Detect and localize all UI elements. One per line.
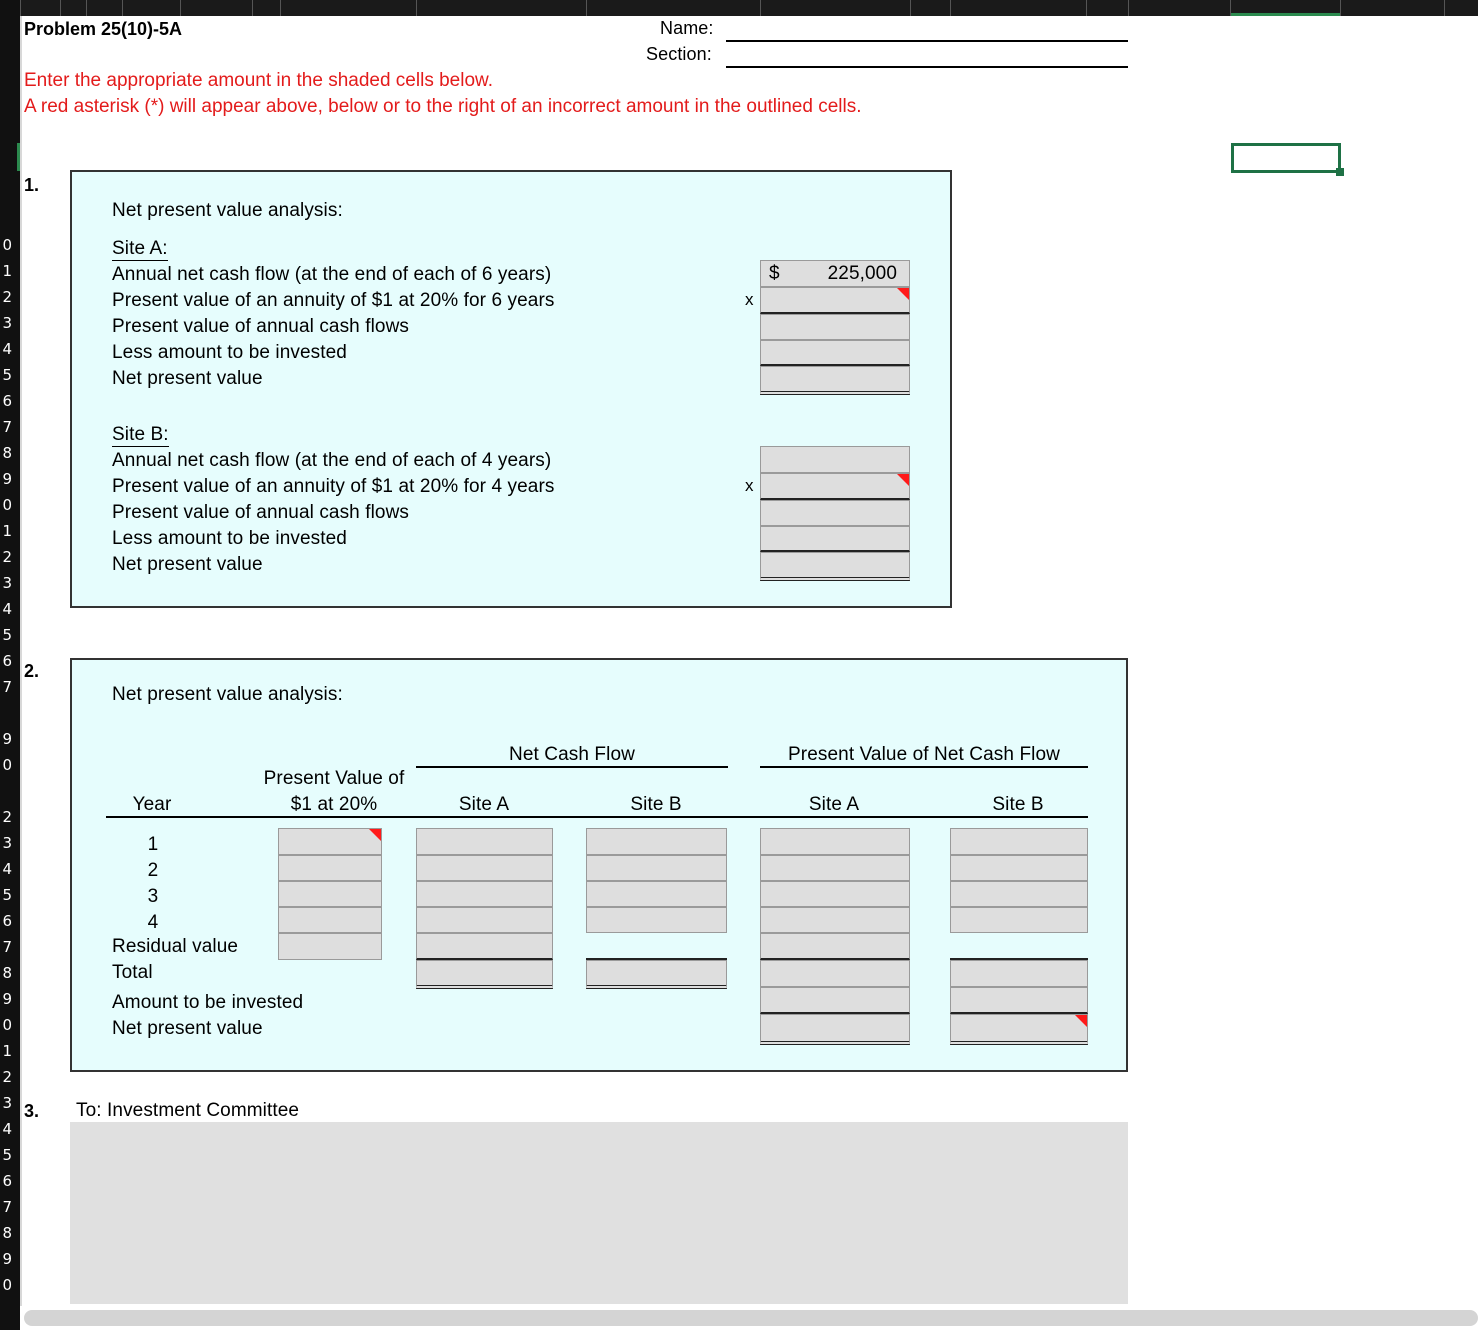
pv-site-a-year-1-cell[interactable] [760, 828, 910, 855]
pv-site-b-year-2-cell[interactable] [950, 855, 1088, 881]
pv-factor-residual-cell[interactable] [278, 933, 382, 960]
row-number[interactable]: 6 [2, 652, 12, 670]
row-number[interactable]: 4 [2, 1120, 12, 1138]
row-number[interactable]: 9 [2, 1250, 12, 1268]
year-4: 4 [147, 912, 159, 933]
pv-site-a-npv-cell[interactable] [760, 1014, 910, 1045]
row-number[interactable]: 0 [2, 1276, 12, 1294]
pv-site-b-total-cell[interactable] [950, 960, 1088, 987]
year-1: 1 [147, 834, 159, 855]
site-a-pv-cash-flows-cell[interactable] [760, 314, 910, 340]
row-number[interactable]: 5 [2, 626, 12, 644]
npv-label: Net present value [112, 1018, 263, 1039]
site-b-row-1: Annual net cash flow (at the end of each of 4 years) [112, 450, 552, 471]
row-number[interactable]: 5 [2, 366, 12, 384]
year-2: 2 [147, 860, 159, 881]
site-b-column-header: Site B [630, 794, 682, 815]
pv-site-b-npv-cell[interactable] [950, 1014, 1088, 1045]
ncf-site-b-year-2-cell[interactable] [586, 855, 727, 881]
site-a-row-4: Less amount to be invested [112, 342, 347, 363]
site-b-row-4: Less amount to be invested [112, 528, 347, 549]
site-b-npv-cell[interactable] [760, 552, 910, 581]
year-3: 3 [147, 886, 159, 907]
site-a-annuity-factor-cell[interactable] [760, 287, 910, 314]
ncf-site-b-total-cell[interactable] [586, 960, 727, 989]
ncf-site-b-year-1-cell[interactable] [586, 828, 727, 855]
site-b-row-3: Present value of annual cash flows [112, 502, 410, 523]
instruction-line-2: A red asterisk (*) will appear above, below or to the right of an incorrect amount in the outlined cells. [24, 96, 862, 117]
currency-symbol: $ [769, 263, 780, 284]
site-b-pv-cash-flows-cell[interactable] [760, 500, 910, 526]
row-number[interactable]: 9 [2, 470, 12, 488]
site-a-row-2: Present value of an annuity of $1 at 20% for 6 years [112, 290, 555, 311]
row-number[interactable]: 3 [2, 574, 12, 592]
row-number[interactable]: 8 [2, 444, 12, 462]
error-flag-icon [897, 474, 909, 486]
pv-net-cash-flow-group-header: Present Value of Net Cash Flow [788, 744, 1060, 765]
part-2-heading: Net present value analysis: [112, 684, 343, 705]
pv-factor-year-3-cell[interactable] [278, 881, 382, 907]
part-1-number: 1. [24, 175, 40, 195]
site-a-invested-cell[interactable] [760, 340, 910, 366]
row-number[interactable]: 6 [2, 1172, 12, 1190]
error-flag-icon [897, 288, 909, 300]
pv-factor-year-4-cell[interactable] [278, 907, 382, 933]
selected-column-indicator [1231, 13, 1340, 16]
pv-site-b-column-header: Site B [992, 794, 1044, 815]
row-number[interactable]: 4 [2, 860, 12, 878]
pv-factor-year-1-cell[interactable] [278, 828, 382, 855]
section-label: Section: [646, 44, 712, 64]
pv-site-b-year-4-cell[interactable] [950, 907, 1088, 933]
site-a-annual-cash-flow-value: 225,000 [827, 263, 897, 284]
ncf-site-b-year-4-cell[interactable] [586, 907, 727, 933]
row-number[interactable]: 4 [2, 600, 12, 618]
pv-site-a-total-cell[interactable] [760, 960, 910, 987]
row-number[interactable]: 4 [2, 340, 12, 358]
part-1-heading: Net present value analysis: [112, 200, 343, 221]
site-a-row-3: Present value of annual cash flows [112, 316, 410, 337]
ncf-site-a-year-3-cell[interactable] [416, 881, 553, 907]
row-number[interactable]: 0 [2, 756, 12, 774]
part-3-number: 3. [24, 1101, 40, 1121]
part-2-number: 2. [24, 661, 40, 681]
year-column-header: Year [132, 794, 172, 815]
residual-value-label: Residual value [112, 936, 239, 957]
row-number[interactable]: 2 [2, 548, 12, 566]
name-field[interactable] [726, 40, 1128, 42]
row-number[interactable]: 9 [2, 990, 12, 1008]
problem-title: Problem 25(10)-5A [24, 19, 183, 39]
row-header-strip [0, 0, 20, 1330]
row-number[interactable]: 3 [2, 1094, 12, 1112]
site-a-multiply-sign: x [745, 290, 754, 309]
pv-site-b-invested-cell[interactable] [950, 987, 1088, 1014]
section-field[interactable] [726, 66, 1128, 68]
ncf-site-a-total-cell[interactable] [416, 960, 553, 989]
row-number[interactable]: 1 [2, 1042, 12, 1060]
grid-edge [20, 16, 22, 1306]
site-a-npv-cell[interactable] [760, 366, 910, 395]
ncf-site-a-residual-cell[interactable] [416, 933, 553, 960]
row-number[interactable]: 8 [2, 1224, 12, 1242]
site-b-row-2: Present value of an annuity of $1 at 20% for 4 years [112, 476, 555, 497]
selected-cell[interactable] [1231, 143, 1341, 173]
error-flag-icon [369, 829, 381, 841]
pv-site-b-year-3-cell[interactable] [950, 881, 1088, 907]
site-b-row-5: Net present value [112, 554, 263, 575]
pv-site-a-year-3-cell[interactable] [760, 881, 910, 907]
row-number[interactable]: 0 [2, 496, 12, 514]
ncf-site-a-year-4-cell[interactable] [416, 907, 553, 933]
horizontal-scrollbar[interactable] [24, 1310, 1478, 1326]
row-number[interactable]: 8 [2, 964, 12, 982]
pv-site-a-column-header: Site A [808, 794, 860, 815]
row-number[interactable]: 7 [2, 1198, 12, 1216]
site-b-multiply-sign: x [745, 476, 754, 495]
pv-factor-year-2-cell[interactable] [278, 855, 382, 881]
row-number[interactable]: 2 [2, 1068, 12, 1086]
row-number[interactable]: 3 [2, 314, 12, 332]
pv-column-header-line-1: Present Value of [263, 768, 405, 789]
pv-site-b-year-1-cell[interactable] [950, 828, 1088, 855]
row-number[interactable]: 7 [2, 418, 12, 436]
site-b-title: Site B: [112, 424, 169, 445]
fill-handle[interactable] [1336, 168, 1344, 176]
row-number[interactable]: 0 [2, 1016, 12, 1034]
name-label: Name: [660, 18, 714, 38]
ncf-site-a-year-1-cell[interactable] [416, 828, 553, 855]
memo-to-label: To: Investment Committee [76, 1100, 300, 1121]
ncf-site-a-year-2-cell[interactable] [416, 855, 553, 881]
total-label: Total [112, 962, 153, 983]
site-a-column-header: Site A [458, 794, 510, 815]
row-number[interactable]: 6 [2, 912, 12, 930]
site-b-invested-cell[interactable] [760, 526, 910, 552]
pv-site-a-invested-cell[interactable] [760, 987, 910, 1014]
row-number[interactable]: 2 [2, 288, 12, 306]
row-number[interactable]: 5 [2, 1146, 12, 1164]
row-number[interactable]: 1 [2, 522, 12, 540]
pv-site-a-residual-cell[interactable] [760, 933, 910, 960]
row-number[interactable]: 7 [2, 938, 12, 956]
row-number[interactable]: 3 [2, 834, 12, 852]
row-number[interactable]: 9 [2, 730, 12, 748]
pv-site-a-year-4-cell[interactable] [760, 907, 910, 933]
memo-text-area[interactable] [70, 1122, 1128, 1304]
row-number[interactable]: 6 [2, 392, 12, 410]
pv-site-a-year-2-cell[interactable] [760, 855, 910, 881]
pv-column-header-line-2: $1 at 20% [290, 794, 378, 815]
row-number[interactable]: 7 [2, 678, 12, 696]
net-cash-flow-group-header: Net Cash Flow [509, 744, 635, 765]
site-a-row-1: Annual net cash flow (at the end of each of 6 years) [112, 264, 552, 285]
ncf-site-b-year-3-cell[interactable] [586, 881, 727, 907]
instruction-line-1: Enter the appropriate amount in the shaded cells below. [24, 70, 493, 91]
site-b-annuity-factor-cell[interactable] [760, 473, 910, 500]
site-a-title: Site A: [112, 238, 168, 259]
row-number[interactable]: 1 [2, 262, 12, 280]
site-a-row-5: Net present value [112, 368, 263, 389]
amount-invested-label: Amount to be invested [112, 992, 304, 1013]
site-a-annual-cash-flow-cell[interactable] [760, 260, 910, 287]
site-b-annual-cash-flow-cell[interactable] [760, 446, 910, 473]
error-flag-icon [1075, 1015, 1087, 1027]
row-number[interactable]: 2 [2, 808, 12, 826]
column-header-bar [0, 0, 1478, 16]
row-number[interactable]: 5 [2, 886, 12, 904]
row-number[interactable]: 0 [2, 236, 12, 254]
